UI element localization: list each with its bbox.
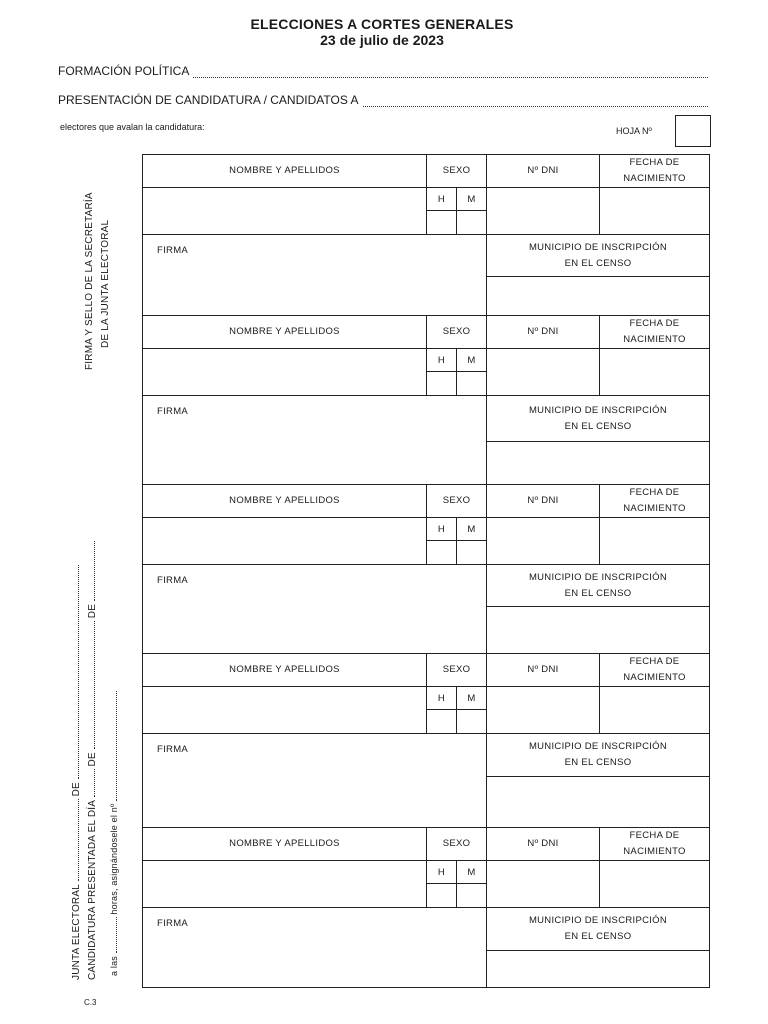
m-checkbox[interactable] xyxy=(457,710,486,733)
de-field-1[interactable] xyxy=(70,565,79,779)
m-checkbox[interactable] xyxy=(457,884,486,907)
a-las-line xyxy=(108,691,119,976)
a-las-label: a las xyxy=(109,955,119,976)
sexo-header: SEXO xyxy=(427,155,487,187)
municipio-field[interactable] xyxy=(487,277,709,315)
elector-block xyxy=(142,154,710,315)
hoja-label: HOJA Nº xyxy=(616,126,652,136)
h-checkbox[interactable] xyxy=(427,211,457,234)
elector-data-row xyxy=(143,349,709,396)
sexo-header: SEXO xyxy=(427,485,487,517)
elector-block xyxy=(142,827,710,988)
municipio-header xyxy=(487,565,709,607)
junta-electoral-line xyxy=(70,565,82,980)
fecha-header-line1: FECHA DE xyxy=(629,656,680,667)
elector-block xyxy=(142,315,710,484)
sexo-field xyxy=(427,861,487,907)
municipio-line1: MUNICIPIO DE INSCRIPCIÓN xyxy=(528,241,668,253)
firma-row xyxy=(143,908,709,987)
fecha-field[interactable] xyxy=(600,349,709,395)
sexo-header: SEXO xyxy=(427,316,487,348)
firma-field[interactable] xyxy=(143,396,487,484)
nombre-header: NOMBRE Y APELLIDOS xyxy=(143,654,427,686)
firma-field[interactable] xyxy=(143,734,487,827)
firma-row xyxy=(143,734,709,827)
dni-header: Nº DNI xyxy=(487,654,600,686)
fecha-field[interactable] xyxy=(600,518,709,564)
dni-header: Nº DNI xyxy=(487,155,600,187)
fecha-header-line1: FECHA DE xyxy=(629,157,680,168)
junta-electoral-label: JUNTA ELECTORAL xyxy=(71,884,82,980)
municipio-header xyxy=(487,734,709,777)
firma-label: FIRMA xyxy=(157,245,189,256)
dni-header: Nº DNI xyxy=(487,828,600,860)
fecha-header-line2: NACIMIENTO xyxy=(623,173,686,184)
fecha-header-line1: FECHA DE xyxy=(629,830,680,841)
elector-data-row xyxy=(143,518,709,565)
h-label: H xyxy=(427,687,457,709)
anio-field[interactable] xyxy=(86,541,95,601)
sexo-field xyxy=(427,518,487,564)
firma-label: FIRMA xyxy=(157,744,189,755)
hoja-number-box[interactable] xyxy=(675,115,711,147)
sexo-field xyxy=(427,188,487,234)
elector-header-row xyxy=(143,654,709,687)
elector-block xyxy=(142,484,710,653)
presentacion-label: PRESENTACIÓN DE CANDIDATURA / CANDIDATOS A xyxy=(58,93,359,107)
dni-field[interactable] xyxy=(487,188,600,234)
nombre-field[interactable] xyxy=(143,518,427,564)
municipio-line2: EN EL CENSO xyxy=(564,420,632,432)
municipio-line1: MUNICIPIO DE INSCRIPCIÓN xyxy=(528,915,668,926)
firma-label: FIRMA xyxy=(157,406,189,417)
hora-field[interactable] xyxy=(108,917,117,953)
fecha-header xyxy=(600,155,709,187)
m-checkbox[interactable] xyxy=(457,211,486,234)
fecha-field[interactable] xyxy=(600,861,709,907)
municipio-line1: MUNICIPIO DE INSCRIPCIÓN xyxy=(528,741,668,752)
elector-data-row xyxy=(143,687,709,734)
fecha-header-line2: NACIMIENTO xyxy=(623,503,686,514)
municipio-line2: EN EL CENSO xyxy=(564,257,632,269)
h-checkbox[interactable] xyxy=(427,710,457,733)
municipio-field[interactable] xyxy=(487,951,709,987)
m-label: M xyxy=(467,692,476,704)
nombre-header: NOMBRE Y APELLIDOS xyxy=(143,155,427,187)
m-checkbox[interactable] xyxy=(457,372,486,395)
m-label: M xyxy=(467,354,476,366)
firma-field[interactable] xyxy=(143,565,487,653)
sexo-header: SEXO xyxy=(427,654,487,686)
h-label: H xyxy=(427,518,457,540)
elector-header-row xyxy=(143,316,709,349)
fecha-header xyxy=(600,654,709,686)
municipio-field[interactable] xyxy=(487,442,709,484)
nombre-header: NOMBRE Y APELLIDOS xyxy=(143,485,427,517)
m-label: M xyxy=(467,523,476,535)
h-label: H xyxy=(427,349,457,371)
m-checkbox[interactable] xyxy=(457,541,486,564)
firma-row xyxy=(143,396,709,484)
fecha-header xyxy=(600,485,709,517)
sexo-field xyxy=(427,349,487,395)
fecha-header xyxy=(600,316,709,348)
formacion-politica-field[interactable] xyxy=(193,67,708,78)
fecha-header xyxy=(600,828,709,860)
dni-field[interactable] xyxy=(487,861,600,907)
firma-row xyxy=(143,565,709,653)
fecha-header-line2: NACIMIENTO xyxy=(623,846,686,857)
municipio-line1: MUNICIPIO DE INSCRIPCIÓN xyxy=(528,404,668,416)
h-label: H xyxy=(427,861,457,883)
municipio-header xyxy=(487,908,709,951)
firma-row xyxy=(143,235,709,315)
firma-label: FIRMA xyxy=(157,918,189,929)
nombre-header: NOMBRE Y APELLIDOS xyxy=(143,316,427,348)
firma-field[interactable] xyxy=(143,908,487,987)
presentacion-field[interactable] xyxy=(363,96,709,107)
municipio-header xyxy=(487,396,709,442)
election-date: 23 de julio de 2023 xyxy=(320,32,444,48)
fecha-field[interactable] xyxy=(600,188,709,234)
electores-label: electores que avalan la candidatura: xyxy=(60,122,205,132)
dni-header: Nº DNI xyxy=(487,485,600,517)
dni-field[interactable] xyxy=(487,687,600,733)
municipio-header xyxy=(487,235,709,277)
nombre-header: NOMBRE Y APELLIDOS xyxy=(143,828,427,860)
de-label-3: DE xyxy=(87,603,98,619)
h-checkbox[interactable] xyxy=(427,884,457,907)
fecha-header-line1: FECHA DE xyxy=(629,487,680,498)
dni-field[interactable] xyxy=(487,518,600,564)
formacion-politica-label: FORMACIÓN POLÍTICA xyxy=(58,64,190,78)
nombre-field[interactable] xyxy=(143,349,427,395)
presentacion-row xyxy=(58,93,708,107)
mes-field[interactable] xyxy=(86,621,95,749)
nombre-field[interactable] xyxy=(143,687,427,733)
numero-field[interactable] xyxy=(108,691,117,801)
elector-header-row xyxy=(143,828,709,861)
municipio-line2: EN EL CENSO xyxy=(564,587,632,599)
elector-header-row xyxy=(143,485,709,518)
junta-electoral-field[interactable] xyxy=(70,799,79,881)
elector-table xyxy=(142,154,710,988)
de-label-1: DE xyxy=(71,782,82,797)
sexo-header: SEXO xyxy=(427,828,487,860)
fecha-field[interactable] xyxy=(600,687,709,733)
elector-data-row xyxy=(143,861,709,908)
fecha-header-line2: NACIMIENTO xyxy=(623,672,686,683)
municipio-line2: EN EL CENSO xyxy=(564,931,632,942)
municipio-field[interactable] xyxy=(487,777,709,827)
h-checkbox[interactable] xyxy=(427,541,457,564)
sexo-field xyxy=(427,687,487,733)
form-title: ELECCIONES A CORTES GENERALES xyxy=(250,16,514,32)
elector-data-row xyxy=(143,188,709,235)
form-code: C.3 xyxy=(84,998,97,1007)
elector-header-row xyxy=(143,155,709,188)
firma-sello-label-2: DE LA JUNTA ELECTORAL xyxy=(100,219,111,348)
municipio-line1: MUNICIPIO DE INSCRIPCIÓN xyxy=(528,571,668,583)
h-label: H xyxy=(427,188,457,210)
candidatura-presentada-label: CANDIDATURA PRESENTADA EL DÍA xyxy=(87,800,98,980)
fecha-header-line1: FECHA DE xyxy=(629,318,680,329)
fecha-header-line2: NACIMIENTO xyxy=(623,334,686,345)
firma-sello-label-1: FIRMA Y SELLO DE LA SECRETARÍA xyxy=(84,192,95,370)
municipio-line2: EN EL CENSO xyxy=(564,757,632,768)
nombre-field[interactable] xyxy=(143,861,427,907)
m-label: M xyxy=(467,866,476,878)
candidatura-presentada-line xyxy=(86,541,98,980)
formacion-politica-row xyxy=(58,64,708,78)
de-label-2: DE xyxy=(87,752,98,767)
m-label: M xyxy=(467,193,476,205)
dia-field[interactable] xyxy=(86,769,95,797)
firma-label: FIRMA xyxy=(157,575,189,586)
dni-field[interactable] xyxy=(487,349,600,395)
dni-header: Nº DNI xyxy=(487,316,600,348)
h-checkbox[interactable] xyxy=(427,372,457,395)
nombre-field[interactable] xyxy=(143,188,427,234)
municipio-field[interactable] xyxy=(487,607,709,653)
horas-label: horas, asignándosele el nº xyxy=(109,803,119,915)
firma-field[interactable] xyxy=(143,235,487,315)
elector-block xyxy=(142,653,710,827)
